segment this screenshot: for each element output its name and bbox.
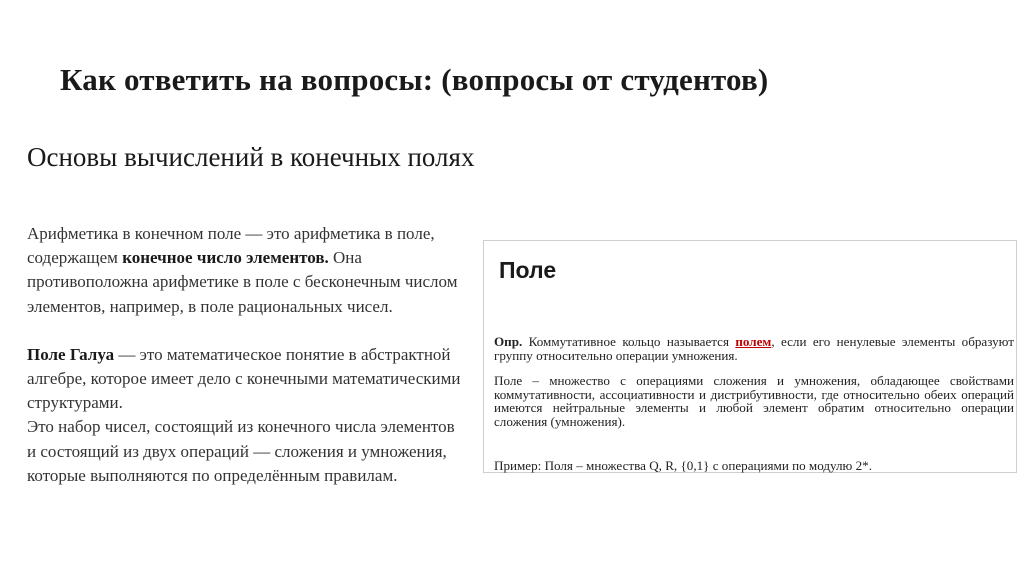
paragraph-set-of-numbers: Это набор чисел, состоящий из конечного числа элементов и состоящий из двух операций — сложения и умножения, которые выполняются по определённым правилам. — [27, 417, 455, 485]
paragraph-gap — [27, 319, 467, 343]
field-example: Пример: Поля – множества Q, R, {0,1} с операциями по модулю 2*. — [494, 458, 872, 473]
p1-bold: конечное число элементов. — [122, 248, 329, 268]
p1-text-a: Арифметика в конечном поле — это арифметика в поле, содержащем — [27, 224, 435, 268]
slide-title: Как ответить на вопросы: (вопросы от студентов) — [60, 62, 769, 97]
paragraph-galois-field — [27, 343, 467, 416]
field-definition — [494, 335, 1014, 362]
field-definition-card — [483, 240, 1017, 473]
definition-text-a: Коммутативное кольцо называется — [522, 334, 736, 349]
slide-subtitle: Основы вычислений в конечных полях — [27, 142, 475, 172]
p1-text-b: Она противоположна арифметике в поле с бесконечным числом элементов, например, в поле рациональных чисел. — [27, 248, 458, 316]
left-text-block — [27, 222, 467, 488]
card-title: Поле — [499, 257, 557, 283]
definition-term: полем — [735, 334, 772, 349]
p2-text: — это математическое понятие в абстрактной алгебре, которое имеет дело с конечными математическими структурами. — [27, 344, 461, 413]
p2-bold: Поле Галуа — [27, 344, 115, 364]
field-description: Поле – множество с операциями сложения и умножения, обладающее свойствами коммутативности, ассоциативности и дистрибутивности, где относительно обеих операций имеются нейтральные элементы и любой элемент обратим относительно операции сложения (умножения). — [494, 373, 1014, 429]
paragraph-finite-field-arithmetic — [27, 222, 467, 319]
definition-text-b: , если его ненулевые элементы образуют группу относительно операции умножения. — [494, 334, 1014, 363]
definition-label: Опр. — [494, 334, 523, 349]
